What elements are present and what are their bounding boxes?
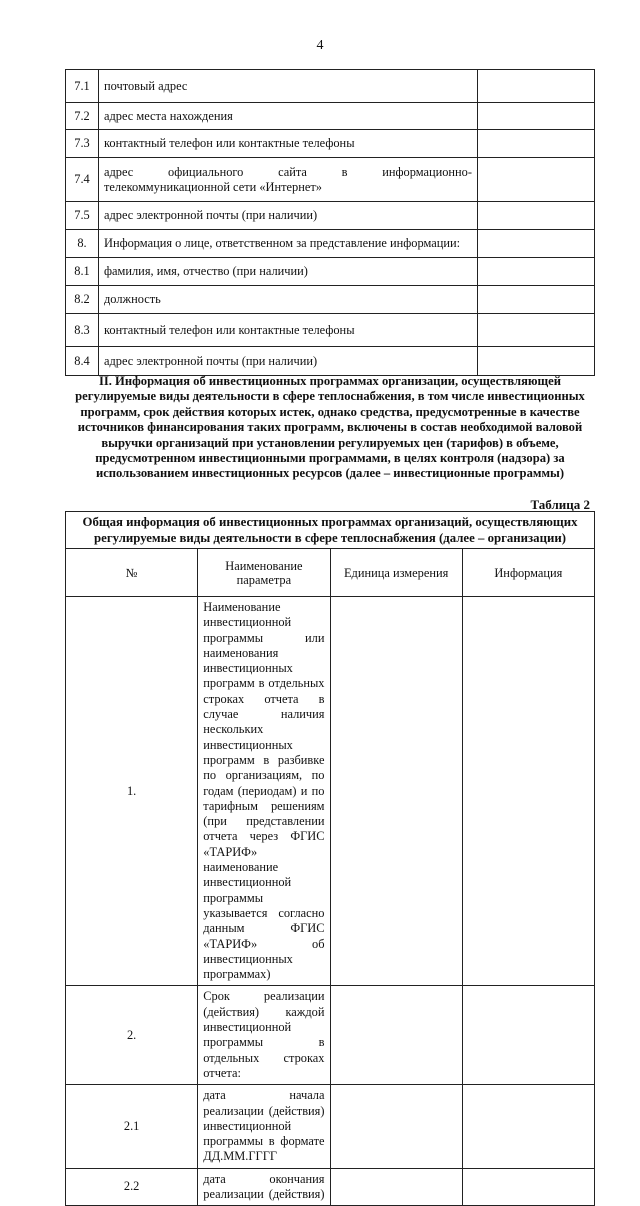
header-param: Наименование параметра <box>198 549 330 597</box>
row-number: 7.1 <box>66 70 99 103</box>
section-heading: II. Информация об инвестиционных программах организации, осуществляющей регулируемые виды деятельности в сфере теплоснабжения, в том числе инвестиционных программ, срок действия которых истек, однако средства, предусмотренные в качестве источников финансирования таких программ, включены в состав необходимой валовой выручки организаций при установлении регулируемых цен (тарифов) в объеме, предусмотренном инвестиционными программами, в целях контроля (надзора) за использованием инвестиционных ресурсов (далее – инвестиционные программы) <box>75 374 585 481</box>
row-number: 8. <box>66 230 99 258</box>
table-row <box>66 70 595 103</box>
row-text: адрес электронной почты (при наличии) <box>99 347 478 376</box>
header-unit: Единица измерения <box>330 549 462 597</box>
row-value-cell <box>478 258 595 286</box>
row-text: адрес места нахождения <box>99 103 478 130</box>
row-number: 8.1 <box>66 258 99 286</box>
row-value-cell <box>478 158 595 202</box>
row-number: 7.3 <box>66 130 99 158</box>
table-header-row <box>66 549 595 597</box>
row-unit-cell <box>330 1168 462 1206</box>
table-row <box>66 230 595 258</box>
row-number: 2. <box>66 986 198 1085</box>
row-value-cell <box>478 230 595 258</box>
row-text: почтовый адрес <box>99 70 478 103</box>
row-text: дата окончания реализации (действия) <box>198 1168 330 1206</box>
row-text: Срок реализации (действия) каждой инвестиционной программы в отдельных строках отчета: <box>198 986 330 1085</box>
row-value-cell <box>478 130 595 158</box>
row-text: фамилия, имя, отчество (при наличии) <box>99 258 478 286</box>
row-number: 7.2 <box>66 103 99 130</box>
page-number: 4 <box>316 38 324 53</box>
header-num: № <box>66 549 198 597</box>
row-info-cell <box>462 986 594 1085</box>
row-unit-cell <box>330 986 462 1085</box>
row-text-line: телекоммуникационной сети «Интернет» <box>104 179 322 194</box>
table-row <box>66 1085 595 1168</box>
investment-programs-table <box>65 511 595 1206</box>
row-text: дата начала реализации (действия) инвестиционной программы в формате ДД.ММ.ГГГГ <box>198 1085 330 1168</box>
row-info-cell <box>462 597 594 986</box>
table-row <box>66 130 595 158</box>
table-row <box>66 286 595 314</box>
table-row <box>66 202 595 230</box>
table-caption-row <box>66 512 595 549</box>
row-number: 2.1 <box>66 1085 198 1168</box>
row-text: контактный телефон или контактные телефоны <box>99 130 478 158</box>
table-row <box>66 103 595 130</box>
table-row <box>66 1168 595 1206</box>
row-number: 8.4 <box>66 347 99 376</box>
table-row <box>66 597 595 986</box>
row-text <box>99 158 478 202</box>
table-row <box>66 347 595 376</box>
row-text: должность <box>99 286 478 314</box>
row-info-cell <box>462 1085 594 1168</box>
row-unit-cell <box>330 597 462 986</box>
row-value-cell <box>478 202 595 230</box>
row-text: контактный телефон или контактные телефоны <box>99 314 478 347</box>
row-info-cell <box>462 1168 594 1206</box>
row-number: 8.3 <box>66 314 99 347</box>
table-row <box>66 258 595 286</box>
table-row <box>66 314 595 347</box>
row-number: 8.2 <box>66 286 99 314</box>
row-value-cell <box>478 314 595 347</box>
table-row <box>66 986 595 1085</box>
row-number: 7.5 <box>66 202 99 230</box>
row-value-cell <box>478 286 595 314</box>
row-value-cell <box>478 103 595 130</box>
row-text-line: адрес официального сайта в информационно- <box>104 164 472 179</box>
row-value-cell <box>478 70 595 103</box>
row-text: адрес электронной почты (при наличии) <box>99 202 478 230</box>
header-info: Информация <box>462 549 594 597</box>
row-number: 1. <box>66 597 198 986</box>
table-label: Таблица 2 <box>530 497 590 512</box>
row-text: Наименование инвестиционной программы или наименования инвестиционных программ в отдельных строках отчета в случае наличия нескольких инвестиционных программ в разбивке по организациям, по годам (периодам) и по тарифным решениям (при представлении отчета через ФГИС «ТАРИФ» наименование инвестиционной программы указывается согласно данным ФГИС «ТАРИФ» об инвестиционных программах) <box>198 597 330 986</box>
row-value-cell <box>478 347 595 376</box>
table-row <box>66 158 595 202</box>
contact-info-table <box>65 69 595 376</box>
table-caption: Общая информация об инвестиционных программах организаций, осуществляющих регулируемые виды деятельности в сфере теплоснабжения (далее – организации) <box>66 512 595 549</box>
row-number: 2.2 <box>66 1168 198 1206</box>
row-number: 7.4 <box>66 158 99 202</box>
row-text: Информация о лице, ответственном за представление информации: <box>99 230 478 258</box>
row-unit-cell <box>330 1085 462 1168</box>
